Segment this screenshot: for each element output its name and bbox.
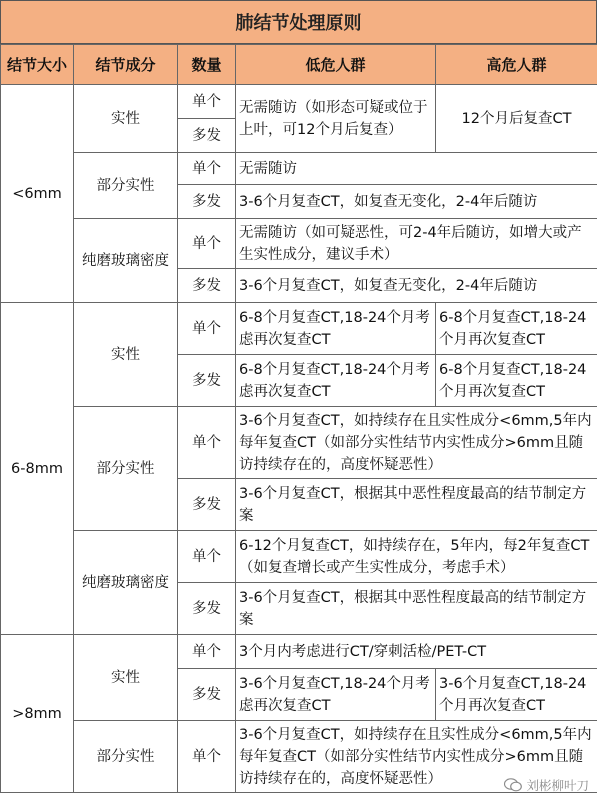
low-risk-cell: 无需随访（如形态可疑或位于上叶，可12个月后复查） (236, 85, 436, 153)
low-risk-cell: 3-6个月复查CT，根据其中恶性程度最高的结节制定方案 (236, 583, 597, 635)
composition-cell: 实性 (74, 85, 178, 153)
size-cell: 6-8mm (1, 303, 74, 635)
composition-cell: 部分实性 (74, 153, 178, 219)
high-risk-cell: 12个月后复查CT (436, 85, 597, 153)
header-composition: 结节成分 (74, 45, 178, 85)
count-cell: 单个 (178, 85, 236, 119)
low-risk-cell: 3-6个月复查CT,18-24个月考虑再次复查CT (236, 669, 436, 721)
count-cell: 多发 (178, 479, 236, 531)
count-cell: 单个 (178, 531, 236, 583)
composition-cell: 部分实性 (74, 407, 178, 531)
table-row (1, 635, 597, 669)
count-cell: 单个 (178, 153, 236, 185)
low-risk-cell: 3-6个月复查CT，如复查无变化，2-4年后随访 (236, 269, 597, 303)
count-cell: 单个 (178, 407, 236, 479)
size-cell: >8mm (1, 635, 74, 793)
table-row (1, 219, 597, 269)
header-row (1, 45, 597, 85)
low-risk-cell: 6-8个月复查CT,18-24个月考虑再次复查CT (236, 303, 436, 355)
low-risk-cell: 3个月内考虑进行CT/穿刺活检/PET-CT (236, 635, 597, 669)
count-cell: 多发 (178, 355, 236, 407)
table-row (1, 531, 597, 583)
count-cell: 多发 (178, 185, 236, 219)
low-risk-cell: 3-6个月复查CT，如复查无变化，2-4年后随访 (236, 185, 597, 219)
high-risk-cell: 6-8个月复查CT,18-24个月再次复查CT (436, 355, 597, 407)
count-cell: 多发 (178, 669, 236, 721)
count-cell: 单个 (178, 219, 236, 269)
low-risk-cell: 无需随访 (236, 153, 597, 185)
count-cell: 单个 (178, 635, 236, 669)
nodule-management-table (0, 44, 597, 793)
low-risk-cell: 6-8个月复查CT,18-24个月考虑再次复查CT (236, 355, 436, 407)
count-cell: 多发 (178, 269, 236, 303)
header-size: 结节大小 (1, 45, 74, 85)
composition-cell: 实性 (74, 635, 178, 721)
composition-cell: 纯磨玻璃密度 (74, 531, 178, 635)
high-risk-cell: 3-6个月复查CT,18-24个月再次复查CT (436, 669, 597, 721)
table-title: 肺结节处理原则 (0, 0, 597, 44)
table-row (1, 407, 597, 479)
low-risk-cell: 6-12个月复查CT，如持续存在，5年内，每2年复查CT（如复查增长或产生实性成分，考虑手术） (236, 531, 597, 583)
table-row (1, 303, 597, 355)
count-cell: 单个 (178, 721, 236, 793)
low-risk-cell: 3-6个月复查CT，根据其中恶性程度最高的结节制定方案 (236, 479, 597, 531)
count-cell: 多发 (178, 583, 236, 635)
count-cell: 单个 (178, 303, 236, 355)
table-row (1, 85, 597, 119)
watermark (504, 776, 589, 794)
watermark-text: 刘彬柳叶刀 (526, 778, 589, 793)
low-risk-cell: 3-6个月复查CT，如持续存在且实性成分<6mm,5年内每年复查CT（如部分实性结节内实性成分>6mm且随访持续存在的，高度怀疑恶性） (236, 721, 597, 793)
high-risk-cell: 6-8个月复查CT,18-24个月再次复查CT (436, 303, 597, 355)
size-cell: <6mm (1, 85, 74, 303)
composition-cell: 实性 (74, 303, 178, 407)
header-high-risk: 高危人群 (436, 45, 597, 85)
composition-cell: 纯磨玻璃密度 (74, 219, 178, 303)
header-count: 数量 (178, 45, 236, 85)
composition-cell: 部分实性 (74, 721, 178, 793)
wechat-icon (504, 778, 522, 792)
header-low-risk: 低危人群 (236, 45, 436, 85)
table-row (1, 153, 597, 185)
count-cell: 多发 (178, 119, 236, 153)
low-risk-cell: 无需随访（如可疑恶性，可2-4年后随访，如增大或产生实性成分，建议手术） (236, 219, 597, 269)
low-risk-cell: 3-6个月复查CT，如持续存在且实性成分<6mm,5年内每年复查CT（如部分实性结节内实性成分>6mm且随访持续存在的，高度怀疑恶性） (236, 407, 597, 479)
